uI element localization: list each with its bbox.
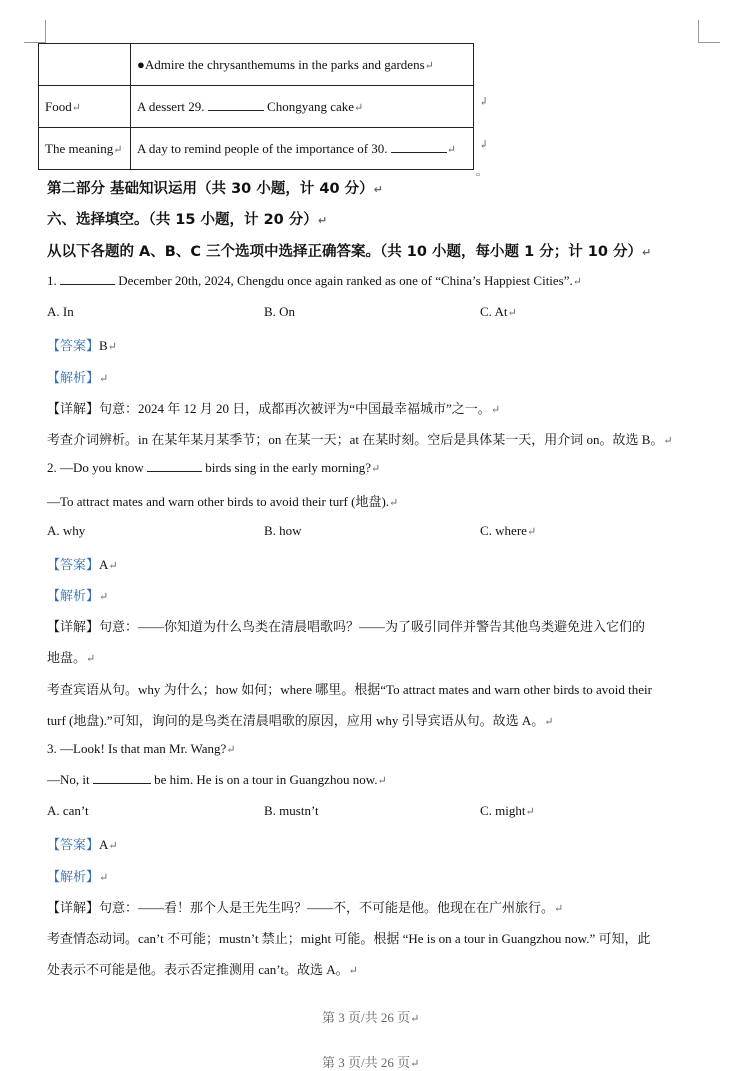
question-2-explanation: 考查宾语从句。why 为什么；how 如何；where 哪里。根据“To attract mates and warn other birds to avoid their (47, 682, 652, 697)
section-instruction: 从以下各题的 A、B、C 三个选项中选择正确答案。（共 10 小题，每小题 1 分；计 10 分）↵ (47, 244, 652, 260)
table-cell-label (39, 44, 131, 86)
question-1-analysis: 【解析】↵ (47, 370, 109, 385)
question-2-option-c[interactable]: C. where↵ (480, 523, 537, 538)
answer-blank[interactable] (391, 141, 447, 153)
question-2-detail: 【详解】句意：——你知道为什么鸟类在清晨唱歌吗？——为了吸引同伴并警告其他鸟类避免进入它们的 (47, 619, 646, 634)
question-3-reply: —No, it be him. He is on a tour in Guangzhou now.↵ (47, 772, 387, 787)
row-end-mark: ↲ (479, 96, 489, 108)
question-1-explanation: 考查介词辨析。in 在某年某月某季节；on 在某一天；at 在某时刻。空后是具体某一天，用介词 on。故选 B。↵ (47, 432, 673, 447)
page-number: 第 3 页/共 26 页↵ (322, 1010, 420, 1025)
question-1-detail: 【详解】句意：2024 年 12 月 20 日，成都再次被评为“中国最幸福城市”之一。↵ (47, 401, 501, 416)
question-1-option-a[interactable]: A. In (47, 304, 74, 319)
crop-mark-top-left-vertical (45, 20, 46, 42)
question-3-detail: 【详解】句意：——看！那个人是王先生吗？——不，不可能是他。他现在在广州旅行。↵ (47, 900, 564, 915)
answer-blank[interactable] (147, 460, 202, 472)
question-1-option-b[interactable]: B. On (264, 304, 296, 319)
crop-mark-top-right (698, 42, 720, 43)
question-2-analysis: 【解析】↵ (47, 588, 109, 603)
question-2-reply: —To attract mates and warn other birds to avoid their turf (地盘).↵ (47, 494, 399, 509)
answer-blank[interactable] (208, 99, 264, 111)
question-1-answer: 【答案】B↵ (47, 338, 117, 353)
question-3-option-b[interactable]: B. mustn’t (264, 803, 319, 818)
question-3-answer: 【答案】A↵ (47, 837, 118, 852)
question-1-stem: 1. December 20th, 2024, Chengdu once again ranked as one of “China’s Happiest Cities”.↵ (47, 273, 582, 288)
table-end-mark: ▫ (476, 169, 480, 181)
table-cell-content: A dessert 29. Chongyang cake↵ (131, 86, 474, 128)
question-3-explanation: 考查情态动词。can’t 不可能；mustn’t 禁止；might 可能。根据 “He is on a tour in Guangzhou now.” 可知，此 (47, 931, 651, 946)
question-1-option-c[interactable]: C. At↵ (480, 304, 517, 319)
table-cell-label: Food↵ (39, 86, 131, 128)
question-2-explanation-cont: turf (地盘).”可知，询问的是鸟类在清晨唱歌的原因，应用 why 引导宾语从句。故选 A。↵ (47, 713, 554, 728)
question-2-detail-cont: 地盘。↵ (47, 650, 96, 665)
crop-mark-top-right-vertical (698, 20, 699, 42)
table-row (39, 128, 474, 170)
festival-table (38, 43, 474, 170)
row-end-mark: ↲ (479, 139, 489, 151)
table-cell-label: The meaning↵ (39, 128, 131, 170)
question-3-option-a[interactable]: A. can’t (47, 803, 89, 818)
table-cell-content: ●Admire the chrysanthemums in the parks and gardens↵ (131, 44, 474, 86)
question-2-stem: 2. —Do you know birds sing in the early morning?↵ (47, 460, 381, 475)
question-3-option-c[interactable]: C. might↵ (480, 803, 535, 818)
question-3-explanation-cont: 处表示不可能是他。表示否定推测用 can’t。故选 A。↵ (47, 962, 358, 977)
question-2-answer: 【答案】A↵ (47, 557, 118, 572)
answer-blank[interactable] (93, 772, 151, 784)
question-3-stem: 3. —Look! Is that man Mr. Wang?↵ (47, 741, 236, 756)
question-3-analysis: 【解析】↵ (47, 869, 109, 884)
question-2-option-b[interactable]: B. how (264, 523, 302, 538)
section-six-title: 六、选择填空。（共 15 小题，计 20 分）↵ (47, 212, 328, 228)
table-row (39, 44, 474, 86)
question-2-option-a[interactable]: A. why (47, 523, 86, 538)
answer-blank[interactable] (60, 273, 115, 285)
table-cell-content: A day to remind people of the importance of 30. ↵ (131, 128, 474, 170)
part-title: 第二部分 基础知识运用（共 30 小题，计 40 分）↵ (47, 181, 383, 197)
table-row (39, 86, 474, 128)
page-number-repeat: 第 3 页/共 26 页↵ (322, 1055, 420, 1070)
